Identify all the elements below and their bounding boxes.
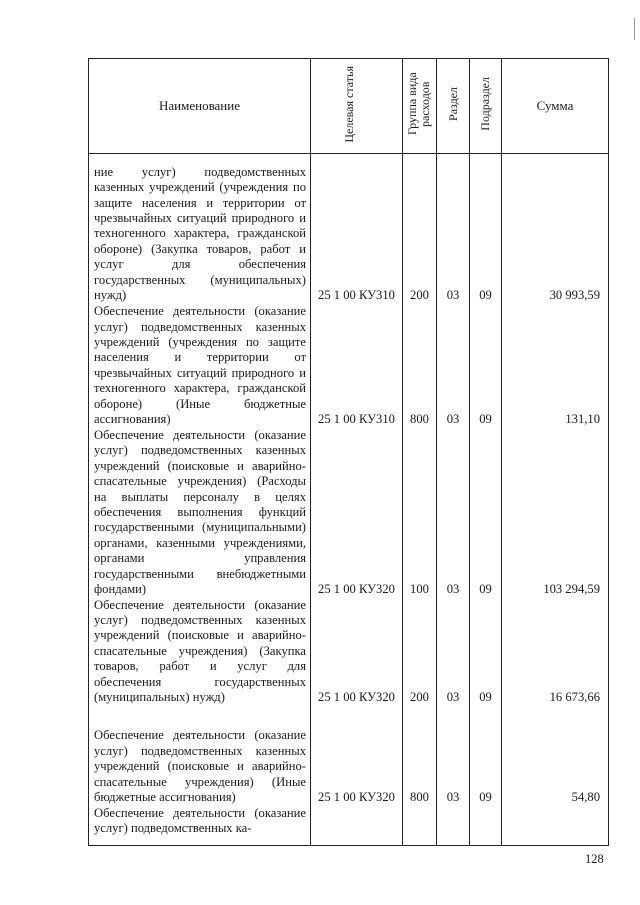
row-target: 25 1 00 КУ320 (311, 598, 403, 706)
row-name: Обеспечение деятельности (оказание услуг) подведомственных казенных учреждений (поисковые и аварийно-спасательные учреждения) (Иные бюджетные ассигнования) (89, 706, 311, 806)
header-sum: Сумма (502, 59, 609, 154)
row-subsection: 09 (470, 154, 502, 304)
table-row (89, 154, 609, 304)
row-subsection: 09 (470, 706, 502, 806)
row-section: 03 (437, 304, 470, 428)
table-row (89, 806, 609, 846)
row-name: Обеспечение деятельности (оказание услуг) подведомственных казенных учреждений (поисковые и аварийно-спасательные учреждения) (Закупка товаров, работ и услуг для обеспечения государственных (муниципальных) нужд) (89, 598, 311, 706)
row-group: 200 (403, 598, 437, 706)
table-row (89, 304, 609, 428)
row-sum (502, 806, 609, 846)
row-group (403, 806, 437, 846)
table-header-row (89, 59, 609, 154)
row-target: 25 1 00 КУ320 (311, 428, 403, 598)
row-section: 03 (437, 598, 470, 706)
header-target: Целевая статья (311, 59, 403, 154)
row-subsection (470, 806, 502, 846)
row-subsection: 09 (470, 428, 502, 598)
row-target: 25 1 00 КУ310 (311, 304, 403, 428)
table-row (89, 428, 609, 598)
row-subsection: 09 (470, 304, 502, 428)
budget-table (88, 58, 609, 846)
row-section (437, 806, 470, 846)
table-row (89, 598, 609, 706)
row-name: ние услуг) подведомственных казенных учреждений (учреждения по защите населения и территории от чрезвычайных ситуаций природного и техногенного характера, гражданской обороне) (Закупка товаров, работ и услуг для обеспечения государственных (муниципальных) нужд) (89, 154, 311, 304)
scan-edge-mark (634, 18, 635, 40)
row-group: 200 (403, 154, 437, 304)
row-section: 03 (437, 154, 470, 304)
page-number: 128 (585, 852, 604, 866)
row-sum: 103 294,59 (502, 428, 609, 598)
row-sum: 54,80 (502, 706, 609, 806)
table-row (89, 706, 609, 806)
row-sum: 30 993,59 (502, 154, 609, 304)
header-section: Раздел (437, 59, 470, 154)
header-group: Группа вида расходов (403, 59, 437, 154)
row-subsection: 09 (470, 598, 502, 706)
row-sum: 16 673,66 (502, 598, 609, 706)
row-target (311, 806, 403, 846)
row-name: Обеспечение деятельности (оказание услуг) подведомственных ка- (89, 806, 311, 846)
row-target: 25 1 00 КУ310 (311, 154, 403, 304)
row-group: 800 (403, 304, 437, 428)
header-name: Наименование (89, 59, 311, 154)
row-target: 25 1 00 КУ320 (311, 706, 403, 806)
row-name: Обеспечение деятельности (оказание услуг) подведомственных казенных учреждений (учреждения по защите населения и территории от чрезвычайных ситуаций природного и техногенного характера, гражданской обороне) (Иные бюджетные ассигнования) (89, 304, 311, 428)
row-sum: 131,10 (502, 304, 609, 428)
row-section: 03 (437, 428, 470, 598)
row-section: 03 (437, 706, 470, 806)
header-subsection: Подраздел (470, 59, 502, 154)
row-group: 100 (403, 428, 437, 598)
row-name: Обеспечение деятельности (оказание услуг) подведомственных казенных учреждений (поисковые и аварийно-спасательные учреждения) (Расходы на выплаты персоналу в целях обеспечения выполнения функций государственными (муниципальными) органами, казенными учреждениями, органами управления государственными внебюджетными фондами) (89, 428, 311, 598)
row-group: 800 (403, 706, 437, 806)
